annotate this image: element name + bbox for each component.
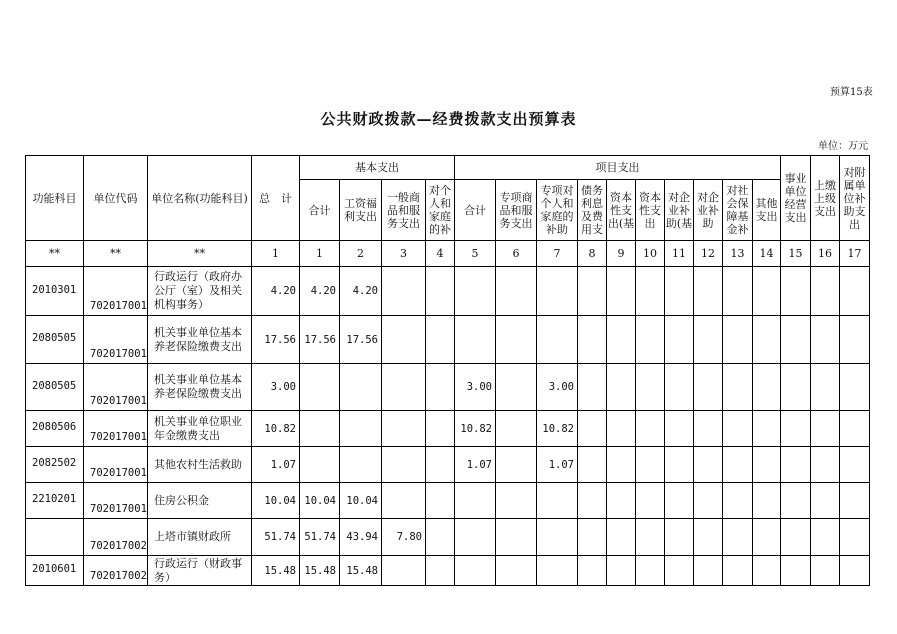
unit-name-cell: 其他农村生活救助 xyxy=(148,447,252,483)
index-cell: 5 xyxy=(455,241,496,267)
value-cell xyxy=(636,519,665,556)
unit-code-cell: 702017002 xyxy=(84,556,148,586)
value-cell xyxy=(496,411,537,447)
value-cell xyxy=(578,364,607,411)
header-basic-total: 合计 xyxy=(300,180,340,241)
value-cell xyxy=(665,483,694,519)
index-cell: 10 xyxy=(636,241,665,267)
index-cell: 17 xyxy=(840,241,870,267)
value-cell xyxy=(496,447,537,483)
value-cell xyxy=(607,364,636,411)
unit-name-cell: 上塔市镇财政所 xyxy=(148,519,252,556)
value-cell xyxy=(636,483,665,519)
header-project-total: 合计 xyxy=(455,180,496,241)
value-cell xyxy=(723,519,753,556)
value-cell xyxy=(694,447,723,483)
value-cell xyxy=(382,411,426,447)
value-cell xyxy=(455,267,496,316)
value-cell xyxy=(300,364,340,411)
header-total: 总 计 xyxy=(252,156,300,241)
header-project-group: 项目支出 xyxy=(455,156,781,180)
table-row xyxy=(26,483,870,519)
value-cell xyxy=(426,364,455,411)
index-row xyxy=(26,241,870,267)
index-cell: 1 xyxy=(252,241,300,267)
header-basic-goods: 一般商品和服务支出 xyxy=(382,180,426,241)
value-cell xyxy=(753,447,781,483)
value-cell xyxy=(496,316,537,364)
unit-name-cell: 机关事业单位基本养老保险缴费支出 xyxy=(148,316,252,364)
value-cell: 1.07 xyxy=(455,447,496,483)
value-cell xyxy=(694,519,723,556)
index-cell: 11 xyxy=(665,241,694,267)
value-cell xyxy=(781,447,811,483)
table-row xyxy=(26,447,870,483)
value-cell xyxy=(723,364,753,411)
header-project-social: 对社会保障基金补 xyxy=(723,180,753,241)
index-cell: 8 xyxy=(578,241,607,267)
index-cell: 3 xyxy=(382,241,426,267)
value-cell xyxy=(665,316,694,364)
unit-code-cell: 702017001 xyxy=(84,483,148,519)
value-cell xyxy=(607,483,636,519)
value-cell xyxy=(537,483,578,519)
value-cell xyxy=(300,411,340,447)
value-cell: 10.04 xyxy=(300,483,340,519)
value-cell xyxy=(382,447,426,483)
value-cell xyxy=(636,556,665,586)
table-number: 预算15表 xyxy=(830,87,873,98)
func-subject-cell: 2210201 xyxy=(26,483,84,519)
value-cell: 1.07 xyxy=(537,447,578,483)
value-cell xyxy=(426,519,455,556)
value-cell: 15.48 xyxy=(252,556,300,586)
value-cell xyxy=(753,267,781,316)
value-cell xyxy=(382,316,426,364)
table-row xyxy=(26,556,870,586)
value-cell xyxy=(607,519,636,556)
value-cell xyxy=(300,447,340,483)
header-project-enterprise-base: 对企业补助(基 xyxy=(665,180,694,241)
value-cell xyxy=(723,316,753,364)
value-cell: 17.56 xyxy=(252,316,300,364)
func-subject-cell: 2080505 xyxy=(26,316,84,364)
unit-name-cell: 机关事业单位基本养老保险缴费支出 xyxy=(148,364,252,411)
value-cell xyxy=(811,267,840,316)
header-basic-group: 基本支出 xyxy=(300,156,455,180)
header-project-goods: 专项商品和服务支出 xyxy=(496,180,537,241)
header-affiliate-subsidy: 对附属单位补助支出 xyxy=(840,156,870,241)
report-title: 公共财政拨款—经费拨款支出预算表 xyxy=(320,110,577,128)
header-biz-expense: 事业单位经营支出 xyxy=(781,156,811,241)
value-cell xyxy=(607,447,636,483)
value-cell xyxy=(811,411,840,447)
value-cell xyxy=(496,556,537,586)
value-cell xyxy=(426,556,455,586)
value-cell: 4.20 xyxy=(300,267,340,316)
index-cell: ** xyxy=(84,241,148,267)
value-cell: 51.74 xyxy=(300,519,340,556)
index-cell: 14 xyxy=(753,241,781,267)
value-cell xyxy=(694,316,723,364)
value-cell xyxy=(578,556,607,586)
index-cell: 13 xyxy=(723,241,753,267)
value-cell xyxy=(781,267,811,316)
unit-name-cell: 行政运行（政府办公厅（室）及相关机构事务） xyxy=(148,267,252,316)
value-cell xyxy=(607,316,636,364)
value-cell xyxy=(723,483,753,519)
value-cell: 7.80 xyxy=(382,519,426,556)
unit-code-cell: 702017001 xyxy=(84,447,148,483)
value-cell xyxy=(781,316,811,364)
func-subject-cell: 2010301 xyxy=(26,267,84,316)
value-cell xyxy=(382,483,426,519)
value-cell xyxy=(811,483,840,519)
budget-table xyxy=(25,155,870,586)
value-cell: 4.20 xyxy=(252,267,300,316)
index-cell: 15 xyxy=(781,241,811,267)
value-cell xyxy=(753,556,781,586)
index-cell: 12 xyxy=(694,241,723,267)
value-cell xyxy=(723,447,753,483)
value-cell xyxy=(694,411,723,447)
header-project-other: 其他支出 xyxy=(753,180,781,241)
value-cell xyxy=(578,411,607,447)
value-cell: 43.94 xyxy=(340,519,382,556)
header-unit-name: 单位名称(功能科目) xyxy=(148,156,252,241)
unit-code-cell: 702017001 xyxy=(84,267,148,316)
func-subject-cell: 2082502 xyxy=(26,447,84,483)
table-row xyxy=(26,316,870,364)
index-cell: 4 xyxy=(426,241,455,267)
value-cell xyxy=(496,519,537,556)
value-cell xyxy=(455,483,496,519)
value-cell xyxy=(811,316,840,364)
func-subject-cell xyxy=(26,519,84,556)
value-cell xyxy=(578,519,607,556)
value-cell: 15.48 xyxy=(340,556,382,586)
value-cell xyxy=(781,411,811,447)
table-row xyxy=(26,411,870,447)
header-basic-personal: 对个人和家庭的补 xyxy=(426,180,455,241)
value-cell xyxy=(753,411,781,447)
value-cell xyxy=(382,364,426,411)
value-cell xyxy=(665,267,694,316)
value-cell xyxy=(607,556,636,586)
header-project-enterprise: 对企业补助 xyxy=(694,180,723,241)
unit-code-cell: 702017001 xyxy=(84,364,148,411)
value-cell xyxy=(426,316,455,364)
value-cell: 10.82 xyxy=(537,411,578,447)
value-cell xyxy=(578,267,607,316)
value-cell: 17.56 xyxy=(340,316,382,364)
value-cell xyxy=(781,556,811,586)
value-cell xyxy=(340,447,382,483)
value-cell: 3.00 xyxy=(537,364,578,411)
value-cell xyxy=(665,556,694,586)
value-cell: 10.04 xyxy=(340,483,382,519)
unit-code-cell: 702017002 xyxy=(84,519,148,556)
value-cell xyxy=(578,483,607,519)
value-cell xyxy=(840,519,870,556)
unit-label: 单位：万元 xyxy=(818,141,868,152)
value-cell xyxy=(636,267,665,316)
header-unit-code: 单位代码 xyxy=(84,156,148,241)
index-cell: ** xyxy=(26,241,84,267)
value-cell xyxy=(636,411,665,447)
value-cell xyxy=(607,411,636,447)
value-cell: 3.00 xyxy=(455,364,496,411)
value-cell xyxy=(537,316,578,364)
value-cell xyxy=(636,316,665,364)
value-cell: 1.07 xyxy=(252,447,300,483)
func-subject-cell: 2010601 xyxy=(26,556,84,586)
value-cell xyxy=(840,483,870,519)
value-cell xyxy=(665,411,694,447)
value-cell xyxy=(811,519,840,556)
value-cell xyxy=(496,267,537,316)
table-row xyxy=(26,519,870,556)
value-cell xyxy=(455,519,496,556)
value-cell xyxy=(694,556,723,586)
value-cell xyxy=(382,267,426,316)
value-cell xyxy=(496,364,537,411)
header-project-capital: 资本性支出 xyxy=(636,180,665,241)
value-cell xyxy=(753,483,781,519)
value-cell xyxy=(537,267,578,316)
value-cell: 51.74 xyxy=(252,519,300,556)
func-subject-cell: 2080505 xyxy=(26,364,84,411)
value-cell xyxy=(840,316,870,364)
value-cell xyxy=(426,267,455,316)
value-cell xyxy=(840,556,870,586)
index-cell: 9 xyxy=(607,241,636,267)
value-cell xyxy=(753,519,781,556)
value-cell xyxy=(840,411,870,447)
value-cell: 10.04 xyxy=(252,483,300,519)
value-cell xyxy=(340,411,382,447)
value-cell: 3.00 xyxy=(252,364,300,411)
value-cell xyxy=(781,519,811,556)
value-cell xyxy=(723,556,753,586)
header-func-subject: 功能科目 xyxy=(26,156,84,241)
value-cell: 4.20 xyxy=(340,267,382,316)
unit-name-cell: 住房公积金 xyxy=(148,483,252,519)
header-basic-salary: 工资福利支出 xyxy=(340,180,382,241)
value-cell xyxy=(496,483,537,519)
value-cell xyxy=(840,447,870,483)
table-row xyxy=(26,267,870,316)
value-cell xyxy=(607,267,636,316)
unit-code-cell: 702017001 xyxy=(84,411,148,447)
value-cell xyxy=(455,316,496,364)
value-cell: 10.82 xyxy=(252,411,300,447)
value-cell xyxy=(665,364,694,411)
index-cell: 1 xyxy=(300,241,340,267)
index-cell: 6 xyxy=(496,241,537,267)
unit-code-cell: 702017001 xyxy=(84,316,148,364)
header-project-personal: 专项对个人和家庭的补助 xyxy=(537,180,578,241)
value-cell xyxy=(840,267,870,316)
value-cell xyxy=(426,411,455,447)
value-cell xyxy=(537,556,578,586)
value-cell: 10.82 xyxy=(455,411,496,447)
value-cell xyxy=(636,364,665,411)
func-subject-cell: 2080506 xyxy=(26,411,84,447)
header-upper-pay: 上缴上级支出 xyxy=(811,156,840,241)
value-cell xyxy=(753,364,781,411)
value-cell: 15.48 xyxy=(300,556,340,586)
index-cell: 7 xyxy=(537,241,578,267)
index-cell: ** xyxy=(148,241,252,267)
value-cell xyxy=(340,364,382,411)
value-cell xyxy=(578,316,607,364)
header-project-capital-base: 资本性支出(基 xyxy=(607,180,636,241)
value-cell xyxy=(382,556,426,586)
value-cell xyxy=(753,316,781,364)
value-cell xyxy=(537,519,578,556)
value-cell xyxy=(636,447,665,483)
value-cell xyxy=(781,364,811,411)
value-cell: 17.56 xyxy=(300,316,340,364)
value-cell xyxy=(840,364,870,411)
value-cell xyxy=(426,483,455,519)
value-cell xyxy=(694,364,723,411)
value-cell xyxy=(665,447,694,483)
value-cell xyxy=(694,483,723,519)
value-cell xyxy=(811,556,840,586)
value-cell xyxy=(723,411,753,447)
header-project-debt: 债务利息及费用支 xyxy=(578,180,607,241)
unit-name-cell: 机关事业单位职业年金缴费支出 xyxy=(148,411,252,447)
value-cell xyxy=(811,364,840,411)
value-cell xyxy=(455,556,496,586)
value-cell xyxy=(781,483,811,519)
value-cell xyxy=(811,447,840,483)
index-cell: 16 xyxy=(811,241,840,267)
value-cell xyxy=(665,519,694,556)
value-cell xyxy=(723,267,753,316)
table-row xyxy=(26,364,870,411)
value-cell xyxy=(694,267,723,316)
value-cell xyxy=(578,447,607,483)
value-cell xyxy=(426,447,455,483)
unit-name-cell: 行政运行（财政事务） xyxy=(148,556,252,586)
index-cell: 2 xyxy=(340,241,382,267)
